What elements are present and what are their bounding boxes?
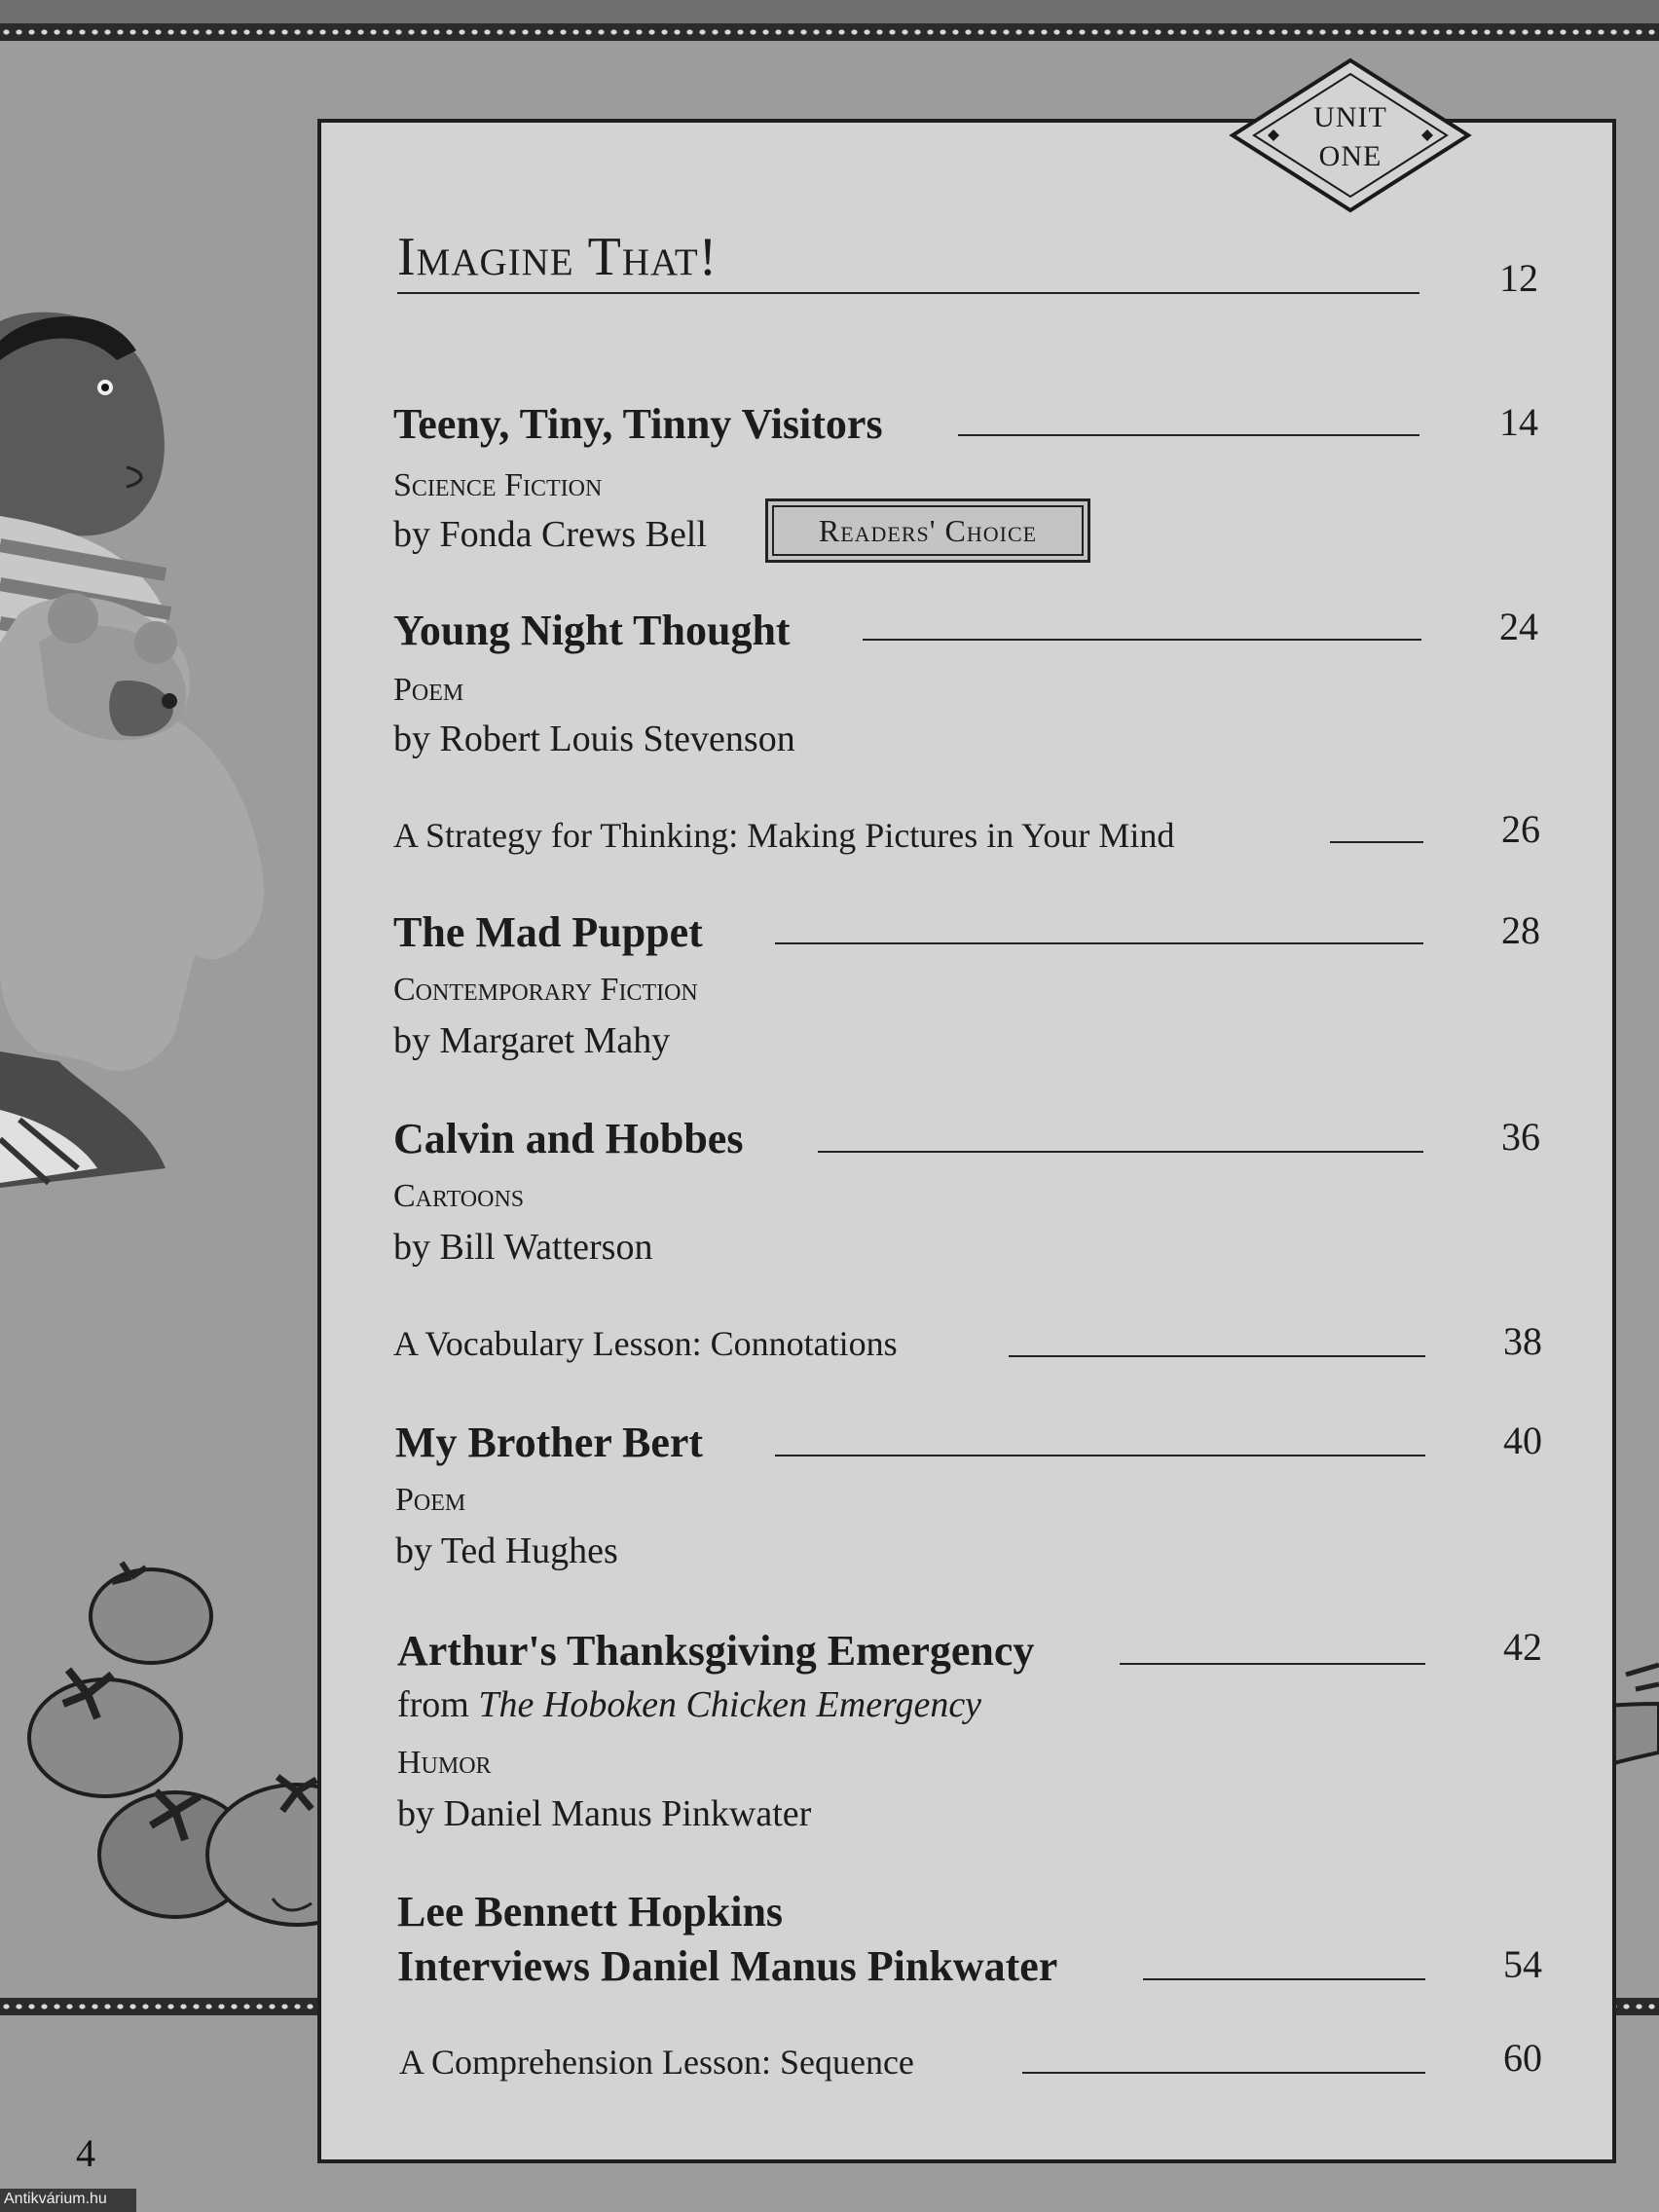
leader-line — [818, 1151, 1423, 1153]
entry-title: Young Night Thought — [393, 607, 791, 654]
entry-title-continued: Interviews Daniel Manus Pinkwater — [397, 1942, 1058, 1990]
entry-author: by Fonda Crews Bell — [393, 514, 707, 555]
leader-line — [1120, 1663, 1425, 1665]
entry-page: 36 — [1501, 1115, 1540, 1159]
leader-line — [775, 1455, 1425, 1456]
unit-number: ONE — [1318, 140, 1382, 172]
entry-genre: Science Fiction — [393, 467, 603, 503]
leader-line — [1330, 841, 1423, 843]
lesson-title: A Strategy for Thinking: Making Pictures in Your Mind — [393, 816, 1175, 855]
entry-title: Arthur's Thanksgiving Emergency — [397, 1627, 1035, 1675]
unit-badge — [1229, 56, 1472, 214]
unit-title: Imagine That! — [397, 227, 719, 287]
entry-author: by Ted Hughes — [395, 1530, 618, 1571]
leader-line — [1022, 2072, 1425, 2074]
entry-genre: Poem — [393, 672, 464, 708]
entry-author: by Daniel Manus Pinkwater — [397, 1793, 812, 1834]
entry-author: by Bill Watterson — [393, 1227, 653, 1268]
entry-source — [397, 1686, 981, 1723]
lesson-page: 60 — [1503, 2036, 1542, 2080]
entry-source-prefix: from — [397, 1684, 469, 1725]
watermark: Antikvárium.hu — [0, 2189, 136, 2212]
readers-choice-badge — [765, 498, 1090, 563]
entry-title: My Brother Bert — [395, 1419, 704, 1466]
entry-genre: Contemporary Fiction — [393, 972, 698, 1008]
entry-genre: Cartoons — [393, 1178, 525, 1214]
leader-line — [958, 434, 1419, 436]
diamond-frame-icon — [1229, 56, 1472, 214]
unit-title-page: 12 — [1499, 256, 1538, 300]
unit-title-rule — [397, 292, 1419, 294]
entry-source-title: The Hoboken Chicken Emergency — [478, 1684, 982, 1725]
entry-genre: Humor — [397, 1745, 492, 1781]
unit-label: UNIT — [1313, 101, 1387, 133]
entry-author: by Margaret Mahy — [393, 1020, 671, 1061]
entry-page: 24 — [1499, 605, 1538, 648]
entry-page: 28 — [1501, 908, 1540, 952]
leader-line — [775, 942, 1423, 944]
leader-line — [1009, 1355, 1425, 1357]
lesson-title: A Vocabulary Lesson: Connotations — [393, 1324, 898, 1363]
top-chain-border — [0, 23, 1659, 41]
entry-title: The Mad Puppet — [393, 908, 703, 956]
entry-title: Teeny, Tiny, Tinny Visitors — [393, 400, 883, 448]
entry-title: Calvin and Hobbes — [393, 1115, 744, 1162]
boy-illustration-icon — [0, 292, 292, 1188]
lesson-page: 26 — [1501, 807, 1540, 851]
leader-line — [1143, 1978, 1425, 1980]
entry-author: by Robert Louis Stevenson — [393, 719, 795, 759]
lesson-page: 38 — [1503, 1319, 1542, 1363]
entry-genre: Poem — [395, 1482, 466, 1518]
leader-line — [863, 639, 1421, 641]
entry-page: 40 — [1503, 1419, 1542, 1462]
entry-title: Lee Bennett Hopkins — [397, 1888, 784, 1936]
entry-page: 54 — [1503, 1942, 1542, 1986]
lesson-title: A Comprehension Lesson: Sequence — [399, 2043, 914, 2082]
entry-page: 42 — [1503, 1625, 1542, 1669]
page-number: 4 — [76, 2131, 95, 2175]
readers-choice-label: Readers' Choice — [818, 512, 1038, 548]
entry-page: 14 — [1499, 400, 1538, 444]
